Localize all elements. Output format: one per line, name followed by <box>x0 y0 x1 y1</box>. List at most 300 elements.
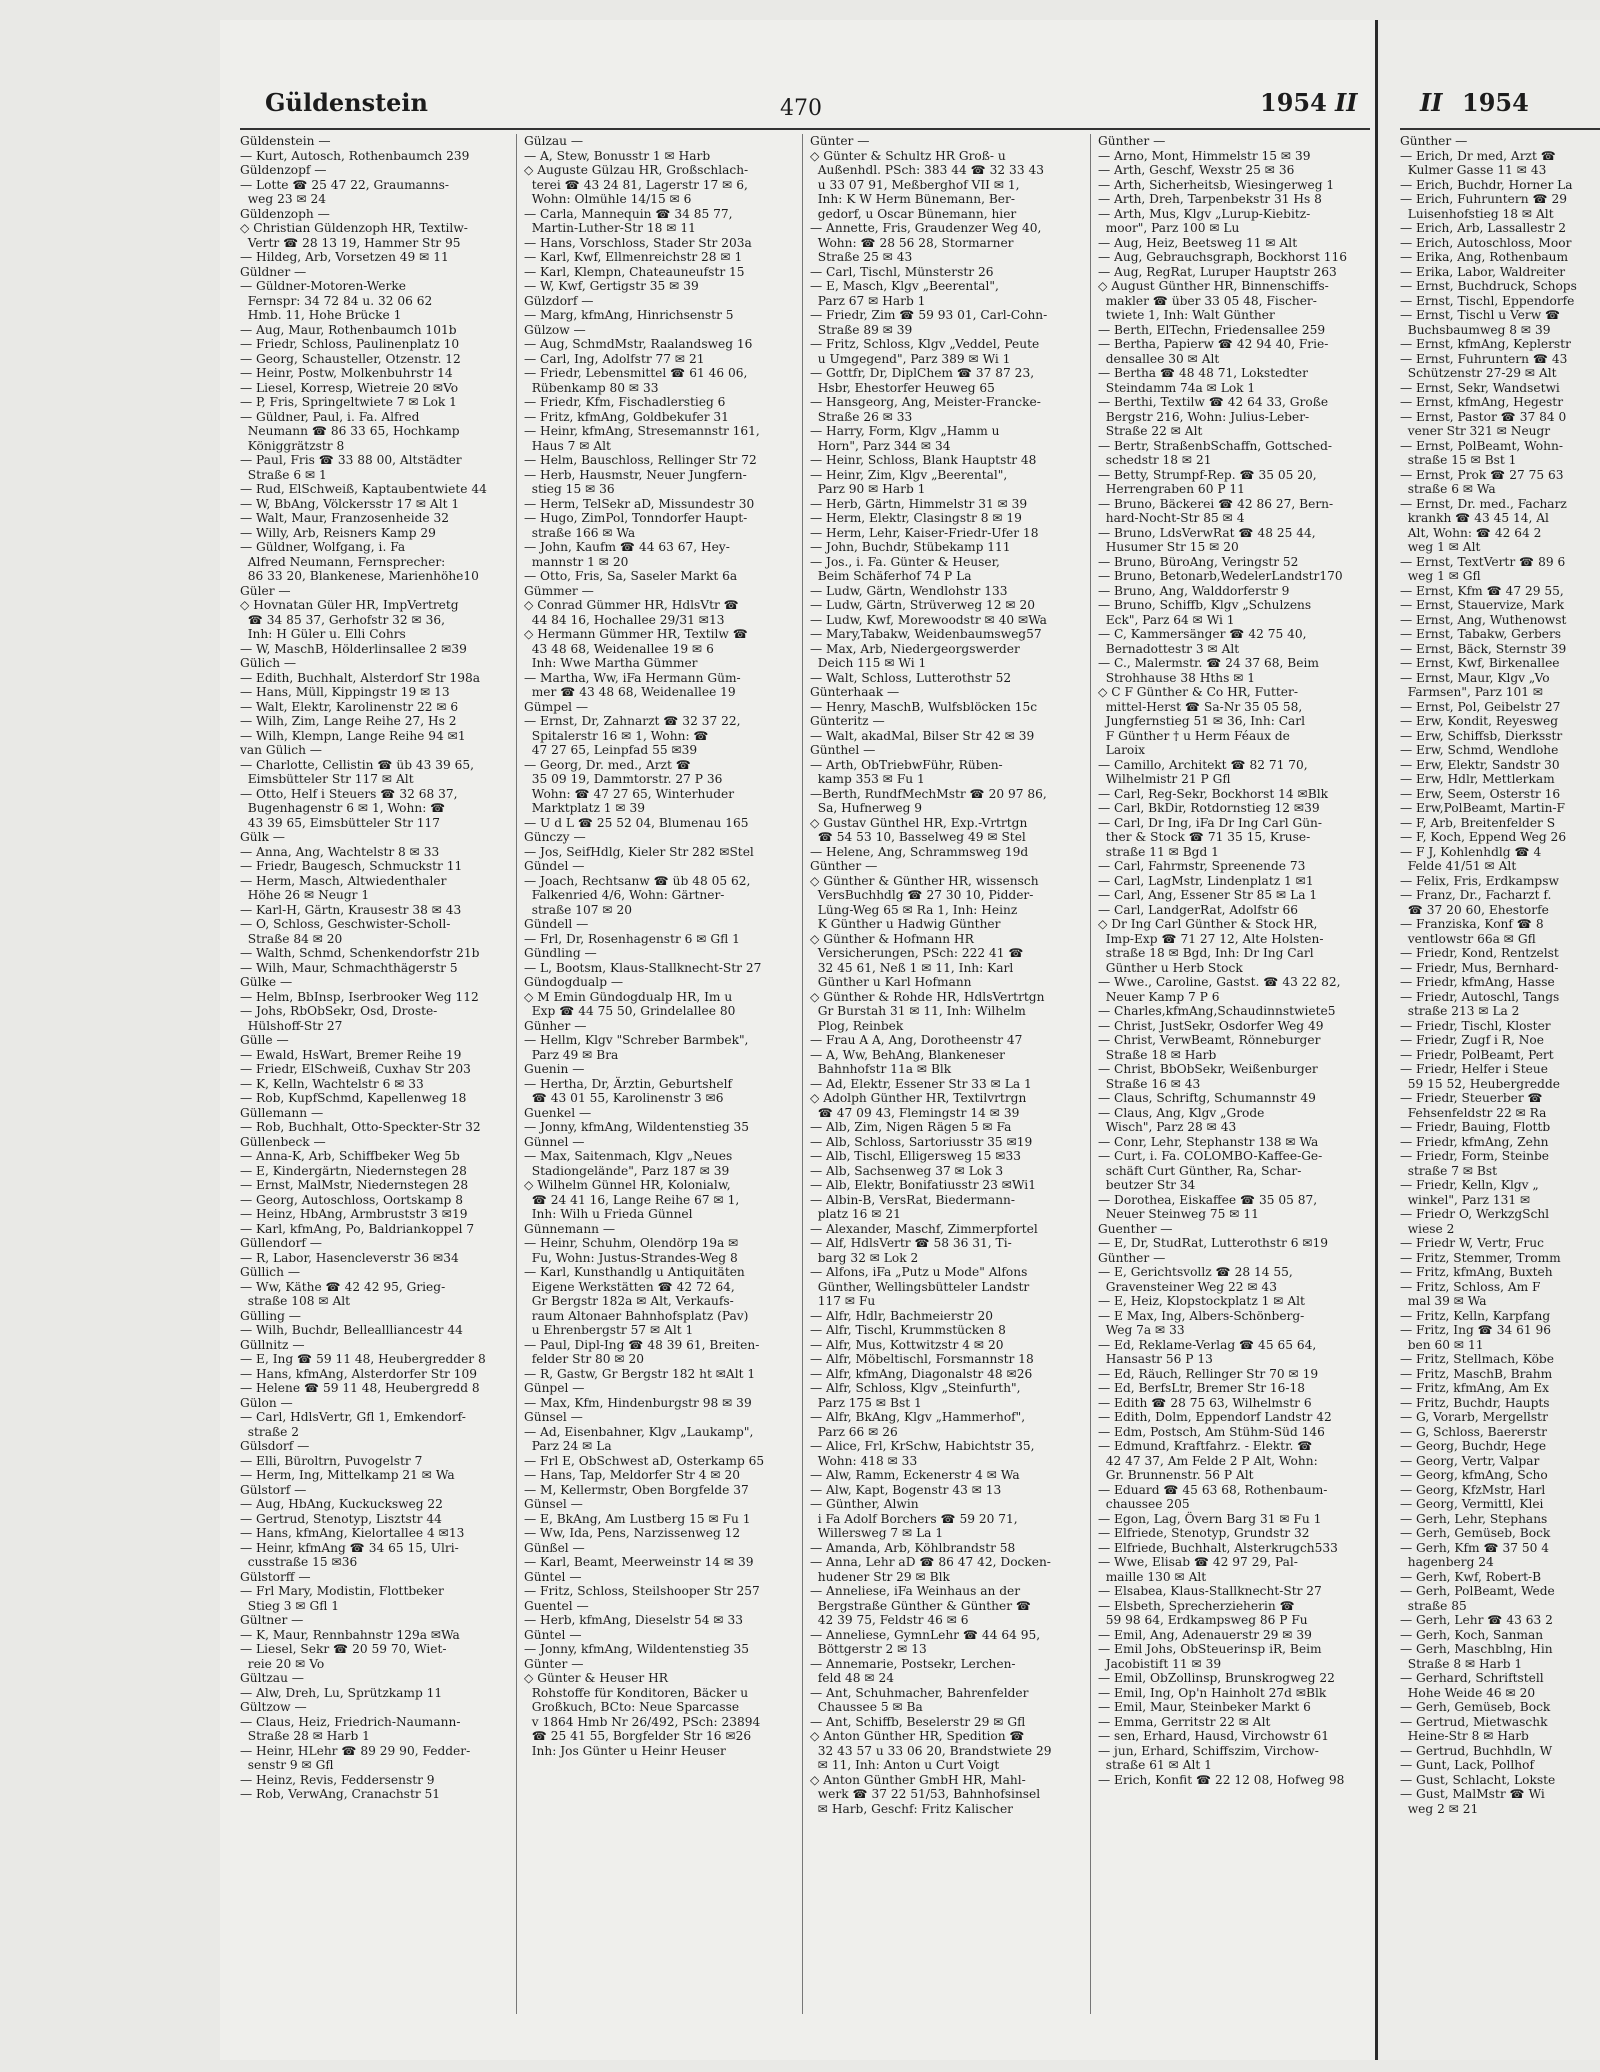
directory-entry-line: Wohn: ☎ 28 56 28, Stormarner <box>810 235 1014 250</box>
directory-entry-line: — Friedr, Autoschl, Tangs <box>1400 989 1560 1004</box>
directory-entry-line: — Ernst, Sekr, Wandsetwi <box>1400 380 1560 395</box>
directory-entry-line: — Annette, Fris, Graudenzer Weg 40, <box>810 221 1042 235</box>
directory-entry-line: Gülstorf — <box>240 1482 307 1497</box>
directory-entry-line: — Ernst, Dr. med., Facharz <box>1400 496 1567 511</box>
directory-entry-line: — Bruno, Schiffb, Klgv „Schulzens <box>1098 598 1312 612</box>
directory-entry-line: ◇ Anton Günther HR, Spedition ☎ <box>810 1729 1025 1743</box>
directory-entry-line: mittel-Herst ☎ Sa-Nr 35 05 58, <box>1098 699 1303 714</box>
directory-entry-line: ☎ 24 41 16, Lange Reihe 67 ✉ 1, <box>524 1192 740 1207</box>
directory-entry-line: Heine-Str 8 ✉ Harb <box>1400 1729 1529 1743</box>
directory-entry-line: — Emil, ObZollinsp, Brunskrogweg 22 <box>1098 1671 1335 1685</box>
directory-entry-line: — Walt, Schloss, Lutterothstr 52 <box>810 670 1012 685</box>
directory-entry-line: — Ww, Ida, Pens, Narzissenweg 12 <box>524 1526 741 1540</box>
directory-entry-line: — Ludw, Gärtn, Wendlohstr 133 <box>810 583 1008 598</box>
directory-entry-line: — C., Malermstr. ☎ 24 37 68, Beim <box>1098 656 1319 670</box>
column-divider <box>1090 134 1091 2014</box>
directory-entry-line: — Heinz, Revis, Feddersenstr 9 <box>240 1772 435 1787</box>
directory-entry-line: 44 84 16, Hochallee 29/31 ✉13 <box>524 612 725 627</box>
directory-entry-line: Fu, Wohn: Justus-Strandes-Weg 8 <box>524 1250 738 1265</box>
directory-entry-line: Exp ☎ 44 75 50, Grindelallee 80 <box>524 1004 736 1018</box>
directory-entry-line: weg 1 ✉ Alt <box>1400 540 1481 554</box>
directory-entry-line: — Wilh, Klempn, Lange Reihe 94 ✉1 <box>240 728 466 743</box>
directory-entry-line: Güllemann — <box>240 1105 324 1120</box>
directory-entry-line: — Heinr, Schuhm, Olendörp 19a ✉ <box>524 1236 739 1250</box>
header-rule <box>240 128 1370 130</box>
directory-entry-line: — Georg, Vermittl, Klei <box>1400 1497 1544 1511</box>
directory-entry-line: straße 11 ✉ Bgd 1 <box>1098 844 1219 859</box>
volume-right: II <box>1420 88 1443 117</box>
directory-entry-line: ◇ Adolph Günther HR, Textilvrtrgn <box>810 1091 1027 1105</box>
directory-entry-line: Hansastr 56 P 13 <box>1098 1352 1213 1366</box>
directory-entry-line: — Willy, Arb, Reisners Kamp 29 <box>240 525 436 540</box>
directory-entry-line: — Otto, Helf i Steuers ☎ 32 68 37, <box>240 786 458 801</box>
directory-entry-line: straße 15 ✉ Bst 1 <box>1400 453 1517 467</box>
directory-entry-line: Straße 16 ✉ 43 <box>1098 1076 1201 1091</box>
directory-entry-line: — Heinr, Postw, Molkenbuhrstr 14 <box>240 366 453 380</box>
directory-entry-line: Gülke — <box>240 975 293 989</box>
directory-entry-line: — Marg, kfmAng, Hinrichsenstr 5 <box>524 308 734 322</box>
directory-entry-line: — Helene ☎ 59 11 48, Heubergredd 8 <box>240 1381 480 1395</box>
directory-entry-line: Gülzdorf — <box>524 293 594 308</box>
directory-entry-line: — Hansgeorg, Ang, Meister-Francke- <box>810 395 1041 409</box>
directory-entry-line: Fehsenfeldstr 22 ✉ Ra <box>1400 1105 1547 1120</box>
directory-entry-line: — Hellm, Klgv "Schreber Barmbek", <box>524 1033 749 1047</box>
directory-entry-line: — O, Schloss, Geschwister-Scholl- <box>240 917 451 931</box>
directory-entry-line: — Ernst, PolBeamt, Wohn- <box>1400 438 1563 453</box>
directory-entry-line: straße 108 ✉ Alt <box>240 1294 351 1308</box>
directory-entry-line: Gülzau — <box>524 134 584 148</box>
directory-entry-line: Straße 6 ✉ 1 <box>240 467 327 482</box>
directory-entry-line: twiete 1, Inh: Walt Günther <box>1098 308 1275 322</box>
directory-entry-line: — Ernst, kfmAng, Hegestr <box>1400 395 1564 409</box>
directory-entry-line: — Arth, Sicherheitsb, Wiesingerweg 1 <box>1098 177 1335 192</box>
directory-column-5 <box>1400 134 1600 1816</box>
directory-entry-line: — Herb, Hausmstr, Neuer Jungfern- <box>524 467 747 482</box>
directory-entry-line: — Aug, Gebrauchsgraph, Bockhorst 116 <box>1098 250 1347 264</box>
directory-column-1 <box>240 134 508 1802</box>
directory-entry-line: — Emil, Ang, Adenauerstr 29 ✉ 39 <box>1098 1627 1312 1642</box>
directory-entry-line: — Carl, Fahrmstr, Spreenende 73 <box>1098 859 1306 873</box>
directory-entry-line: ◇ M Emin Gündogdualp HR, Im u <box>524 989 733 1004</box>
directory-entry-line: — Wwe, Elisab ☎ 42 97 29, Pal- <box>1098 1555 1298 1569</box>
directory-entry-line: — Fritz, kfmAng, Am Ex <box>1400 1381 1549 1395</box>
directory-entry-line: — Ant, Schiffb, Beselerstr 29 ✉ Gfl <box>810 1714 1026 1729</box>
directory-entry-line: — Fritz, kfmAng, Goldbekufer 31 <box>524 409 729 424</box>
directory-entry-line: — Alw, Kapt, Bogenstr 43 ✉ 13 <box>810 1482 1002 1497</box>
directory-column-2 <box>524 134 794 1758</box>
directory-entry-line: — Gust, MalMstr ☎ Wi <box>1400 1787 1545 1801</box>
directory-entry-line: — Elsbeth, Sprecherzieherin ☎ <box>1098 1598 1295 1613</box>
directory-entry-line: Herrengraben 60 P 11 <box>1098 482 1245 496</box>
directory-entry-line: — Fritz, kfmAng, Buxteh <box>1400 1265 1553 1279</box>
directory-entry-line: Stadiongelände", Parz 187 ✉ 39 <box>524 1163 730 1178</box>
directory-entry-line: straße 213 ✉ La 2 <box>1400 1004 1520 1018</box>
directory-entry-line: raum Altonaer Bahnhofsplatz (Pav) <box>524 1308 749 1323</box>
directory-entry-line: 32 45 61, Neß 1 ✉ 11, Inh: Karl <box>810 960 1014 975</box>
directory-entry-line: — Friedr, Kelln, Klgv „ <box>1400 1178 1539 1192</box>
directory-entry-line: — Hans, kfmAng, Kielortallee 4 ✉13 <box>240 1526 465 1540</box>
directory-entry-line: — W, BbAng, Völckersstr 17 ✉ Alt 1 <box>240 496 460 511</box>
directory-entry-line: — Fritz, Schloss, Steilshooper Str 257 <box>524 1584 760 1598</box>
directory-entry-line: — jun, Erhard, Schiffszim, Virchow- <box>1098 1743 1319 1758</box>
directory-entry-line: — E, Masch, Klgv „Beerental", <box>810 279 999 293</box>
directory-entry-line: — G, Vorarb, Mergellstr <box>1400 1410 1548 1424</box>
volume-left: II <box>1335 88 1358 117</box>
directory-entry-line: — A, Ww, BehAng, Blankeneser <box>810 1047 1006 1062</box>
directory-entry-line: Gr Bergstr 182a ✉ Alt, Verkaufs- <box>524 1294 734 1308</box>
directory-entry-line: — Gerh, Kwf, Robert-B <box>1400 1569 1542 1584</box>
directory-entry-line: — Gerh, Gemüseb, Bock <box>1400 1700 1551 1714</box>
directory-entry-line: — Berth, ElTechn, Friedensallee 259 <box>1098 322 1326 337</box>
directory-entry-line: ☎ 47 09 43, Flemingstr 14 ✉ 39 <box>810 1105 1020 1120</box>
directory-entry-line: Alfred Neumann, Fernsprecher: <box>240 554 446 569</box>
directory-entry-line: ventlowstr 66a ✉ Gfl <box>1400 931 1536 946</box>
directory-entry-line: — Carl, BkDir, Rotdornstieg 12 ✉39 <box>1098 801 1320 815</box>
directory-entry-line: — Max, Kfm, Hindenburgstr 98 ✉ 39 <box>524 1395 752 1410</box>
directory-entry-line: — Berthi, Textilw ☎ 42 64 33, Große <box>1098 395 1329 409</box>
directory-column-4 <box>1098 134 1368 1787</box>
directory-entry-line: — W, Kwf, Gertigstr 35 ✉ 39 <box>524 279 699 293</box>
directory-entry-line: schäft Curt Günther, Ra, Schar- <box>1098 1163 1302 1178</box>
directory-entry-line: — Ernst, Buchdruck, Schops <box>1400 279 1577 293</box>
directory-entry-line: Martin-Luther-Str 18 ✉ 11 <box>524 221 696 235</box>
directory-entry-line: — Hildeg, Arb, Vorsetzen 49 ✉ 11 <box>240 250 449 264</box>
directory-entry-line: — Rob, VerwAng, Cranachstr 51 <box>240 1787 441 1801</box>
directory-entry-line: — Anneliese, iFa Weinhaus an der <box>810 1584 1021 1598</box>
directory-entry-line: — Friedr, Zugf i R, Noe <box>1400 1033 1544 1047</box>
directory-entry-line: — F J, Kohlenhdlg ☎ 4 <box>1400 844 1542 859</box>
directory-entry-line: —Berth, RundfMechMstr ☎ 20 97 86, <box>810 786 1047 801</box>
directory-entry-line: Straße 28 ✉ Harb 1 <box>240 1729 370 1743</box>
directory-entry-line: Horn", Parz 344 ✉ 34 <box>810 438 951 453</box>
directory-entry-line: — Wwe., Caroline, Gastst. ☎ 43 22 82, <box>1098 975 1341 989</box>
directory-entry-line: — Carl, LandgerRat, Adolfstr 66 <box>1098 902 1299 917</box>
directory-entry-line: — Carl, LagMstr, Lindenplatz 1 ✉1 <box>1098 873 1314 888</box>
directory-entry-line: terei ☎ 43 24 81, Lagerstr 17 ✉ 6, <box>524 177 748 192</box>
directory-entry-line: Günterhaak — <box>810 685 900 699</box>
directory-entry-line: — Friedr, Lebensmittel ☎ 61 46 06, <box>524 366 748 380</box>
directory-entry-line: Gülich — <box>240 656 297 670</box>
directory-entry-line: — Felix, Fris, Erdkampsw <box>1400 873 1559 888</box>
directory-entry-line: — Ernst, Tabakw, Gerbers <box>1400 627 1562 641</box>
directory-entry-line: Beim Schäferhof 74 P La <box>810 569 972 583</box>
directory-entry-line: ◇ Hermann Gümmer HR, Textilw ☎ <box>524 627 748 641</box>
directory-entry-line: — Edith, Dolm, Eppendorf Landstr 42 <box>1098 1410 1332 1424</box>
directory-entry-line: — Otto, Fris, Sa, Saseler Markt 6a <box>524 569 738 583</box>
directory-entry-line: vener Str 321 ✉ Neugr <box>1400 424 1551 438</box>
directory-entry-line: — E, Dr, StudRat, Lutterothstr 6 ✉19 <box>1098 1236 1329 1250</box>
directory-entry-line: — Heinr, kfmAng, Stresemannstr 161, <box>524 424 760 438</box>
directory-entry-line: Straße 18 ✉ Harb <box>1098 1047 1217 1062</box>
directory-entry-line: — Hans, Müll, Kippingstr 19 ✉ 13 <box>240 685 450 699</box>
directory-entry-line: straße 107 ✉ 20 <box>524 902 632 917</box>
directory-entry-line: — Güldner-Motoren-Werke <box>240 279 406 293</box>
directory-entry-line: Inh: K W Herm Bünemann, Ber- <box>810 192 1015 206</box>
directory-entry-line: Strohhause 38 Hths ✉ 1 <box>1098 670 1256 685</box>
directory-entry-line: — Franz, Dr., Facharzt f. <box>1400 888 1552 902</box>
directory-entry-line: Inh: H Güler u. Elli Cohrs <box>240 627 406 641</box>
directory-entry-line: 43 48 68, Weidenallee 19 ✉ 6 <box>524 641 714 656</box>
directory-entry-line: Günher — <box>524 1018 587 1033</box>
directory-entry-line: — Heinr, Schloss, Blank Hauptstr 48 <box>810 453 1037 467</box>
directory-entry-line: — U d L ☎ 25 52 04, Blumenau 165 <box>524 815 749 830</box>
running-head: Güldenstein <box>265 88 428 117</box>
directory-entry-line: — Emil, Maur, Steinbeker Markt 6 <box>1098 1700 1311 1714</box>
directory-entry-line: — K, Maur, Rennbahnstr 129a ✉Wa <box>240 1627 460 1642</box>
directory-entry-line: Gülon — <box>240 1395 293 1410</box>
directory-entry-line: Parz 90 ✉ Harb 1 <box>810 482 926 496</box>
directory-entry-line: hard-Nocht-Str 85 ✉ 4 <box>1098 511 1245 525</box>
directory-entry-line: — Annemarie, Postsekr, Lerchen- <box>810 1656 1016 1671</box>
directory-entry-line: — Edith ☎ 28 75 63, Wilhelmstr 6 <box>1098 1395 1312 1410</box>
directory-entry-line: 117 ✉ Fu <box>810 1294 876 1308</box>
directory-entry-line: — K, Kelln, Wachtelstr 6 ✉ 33 <box>240 1076 424 1091</box>
directory-entry-line: — Güldner, Wolfgang, i. Fa <box>240 540 406 554</box>
directory-entry-line: Güler — <box>240 583 291 598</box>
directory-entry-line: 43 39 65, Eimsbütteler Str 117 <box>240 815 441 830</box>
directory-entry-line: — Heinr, kfmAng ☎ 34 65 15, Ulri- <box>240 1540 459 1555</box>
directory-entry-line: — Erw, Schiffsb, Dierksstr <box>1400 728 1563 743</box>
directory-entry-line: — Friedr, ElSchweiß, Cuxhav Str 203 <box>240 1062 471 1076</box>
directory-entry-line: — Bertr, StraßenbSchaffn, Gottsched- <box>1098 438 1333 453</box>
directory-entry-line: reie 20 ✉ Vo <box>240 1656 325 1671</box>
directory-entry-line: — Helm, Bauschloss, Rellinger Str 72 <box>524 453 757 467</box>
directory-entry-line: senstr 9 ✉ Gfl <box>240 1758 334 1772</box>
directory-entry-line: Güllnitz — <box>240 1337 305 1352</box>
directory-entry-line: — Erw,PolBeamt, Martin-F <box>1400 801 1566 815</box>
directory-entry-line: — Johs, RbObSekr, Osd, Droste- <box>240 1004 438 1018</box>
directory-entry-line: — Friedr, Schloss, Paulinenplatz 10 <box>240 337 460 351</box>
directory-entry-line: Bugenhagenstr 6 ✉ 1, Wohn: ☎ <box>240 801 446 815</box>
directory-entry-line: — Alexander, Maschf, Zimmerpfortel <box>810 1221 1038 1236</box>
directory-entry-line: — Günther, Alwin <box>810 1497 919 1511</box>
directory-entry-line: Böttgerstr 2 ✉ 13 <box>810 1642 927 1656</box>
directory-entry-line: — Jonny, kfmAng, Wildentenstieg 35 <box>524 1120 750 1134</box>
directory-entry-line: — Elfriede, Stenotyp, Grundstr 32 <box>1098 1526 1310 1540</box>
directory-entry-line: — Erich, Buchdr, Horner La <box>1400 177 1573 192</box>
directory-entry-line: — Ernst, Maur, Klgv „Vo <box>1400 670 1550 685</box>
directory-entry-line: Eck", Parz 64 ✉ Wi 1 <box>1098 612 1235 627</box>
directory-entry-line: — Herm, Lehr, Kaiser-Friedr-Ufer 18 <box>810 525 1039 540</box>
directory-entry-line: Günter — <box>810 134 870 148</box>
directory-entry-line: straße 61 ✉ Alt 1 <box>1098 1758 1212 1772</box>
directory-entry-line: Günßel — <box>524 1540 585 1555</box>
directory-entry-line: Farmsen", Parz 101 ✉ <box>1400 685 1544 699</box>
directory-entry-line: — Alice, Frl, KrSchw, Habichtstr 35, <box>810 1439 1035 1453</box>
directory-entry-line: Günsel — <box>524 1497 583 1511</box>
directory-entry-line: weg 2 ✉ 21 <box>1400 1801 1479 1816</box>
directory-entry-line: moor", Parz 100 ✉ Lu <box>1098 221 1240 235</box>
directory-entry-line: — Friedr, Tischl, Kloster <box>1400 1018 1551 1033</box>
directory-entry-line: — Ernst, Kwf, Birkenallee <box>1400 656 1560 670</box>
directory-entry-line: — Alb, Sachsenweg 37 ✉ Lok 3 <box>810 1163 1004 1178</box>
directory-entry-line: — Max, Arb, Niedergeorgswerder <box>810 641 1020 656</box>
directory-entry-line: — E Max, Ing, Albers-Schönberg- <box>1098 1308 1305 1323</box>
directory-entry-line: — Charlotte, Cellistin ☎ üb 43 39 65, <box>240 757 475 772</box>
directory-entry-line: — Erw, Schmd, Wendlohe <box>1400 743 1559 757</box>
directory-entry-line: — Rob, KupfSchmd, Kapellenweg 18 <box>240 1091 467 1105</box>
directory-entry-line: schedstr 18 ✉ 21 <box>1098 453 1212 467</box>
directory-entry-line: Günteritz — <box>810 714 885 728</box>
directory-entry-line: Gülk — <box>240 830 285 844</box>
directory-entry-line: — Elsabea, Klaus-Stallknecht-Str 27 <box>1098 1584 1322 1598</box>
directory-entry-line: — Charles,kfmAng,Schaudinnstwiete5 <box>1098 1004 1336 1018</box>
directory-entry-line: Kulmer Gasse 11 ✉ 43 <box>1400 163 1547 177</box>
directory-entry-line: ben 60 ✉ 11 <box>1400 1337 1484 1352</box>
directory-entry-line: Bernadottestr 3 ✉ Alt <box>1098 641 1240 656</box>
column-divider <box>516 134 517 2014</box>
directory-entry-line: Bergstraße Günther & Günther ☎ <box>810 1598 1032 1613</box>
directory-entry-line: — Gerh, Lehr, Stephans <box>1400 1511 1548 1526</box>
directory-entry-line: ◇ Auguste Gülzau HR, Großschlach- <box>524 163 749 177</box>
directory-entry-line: — Erich, Konfit ☎ 22 12 08, Hofweg 98 <box>1098 1772 1345 1787</box>
directory-entry-line: Guenkel — <box>524 1105 592 1120</box>
directory-entry-line: — Paul, Dipl-Ing ☎ 48 39 61, Breiten- <box>524 1337 760 1352</box>
directory-entry-line: ◇ Günter & Heuser HR <box>524 1671 668 1685</box>
directory-entry-line: — Alb, Schloss, Sartoriusstr 35 ✉19 <box>810 1134 1033 1149</box>
directory-entry-line: — Karl, kfmAng, Po, Baldriankoppel 7 <box>240 1221 475 1236</box>
directory-entry-line: — Egon, Lag, Övern Barg 31 ✉ Fu 1 <box>1098 1511 1322 1526</box>
directory-entry-line: — Ludw, Gärtn, Strüverweg 12 ✉ 20 <box>810 598 1036 612</box>
directory-entry-line: — Amanda, Arb, Köhlbrandstr 58 <box>810 1540 1016 1555</box>
directory-entry-line: — Karl-H, Gärtn, Krausestr 38 ✉ 43 <box>240 902 462 917</box>
directory-entry-line: — Edith, Buchhalt, Alsterdorf Str 198a <box>240 670 481 685</box>
directory-entry-line: — Frl Mary, Modistin, Flottbeker <box>240 1584 444 1598</box>
directory-entry-line: — Carl, Ing, Adolfstr 77 ✉ 21 <box>524 351 705 366</box>
directory-entry-line: VersBuchhdlg ☎ 27 30 10, Pidder- <box>810 888 1034 902</box>
directory-entry-line: van Gülich — <box>240 743 322 757</box>
directory-entry-line: — Ernst, Prok ☎ 27 75 63 <box>1400 467 1564 482</box>
directory-entry-line: — Jos, SeifHdlg, Kieler Str 282 ✉Stel <box>524 844 754 859</box>
directory-entry-line: — Friedr, Baugesch, Schmuckstr 11 <box>240 859 463 873</box>
directory-entry-line: — John, Buchdr, Stübekamp 111 <box>810 540 1011 554</box>
directory-entry-line: hudener Str 29 ✉ Blk <box>810 1569 950 1584</box>
directory-entry-line: — Conr, Lehr, Stephanstr 138 ✉ Wa <box>1098 1134 1319 1149</box>
directory-entry-line: — Alfr, Mus, Kottwitzstr 4 ✉ 20 <box>810 1337 1004 1352</box>
directory-entry-line: stieg 15 ✉ 36 <box>524 482 615 496</box>
directory-entry-line: — Ernst, Tischl u Verw ☎ <box>1400 308 1561 322</box>
directory-entry-line: — Georg, KfzMstr, Harl <box>1400 1482 1546 1497</box>
directory-entry-line: ◇ C F Günther & Co HR, Futter- <box>1098 685 1298 699</box>
directory-entry-line: ✉ Harb, Geschf: Fritz Kalischer <box>810 1801 1013 1816</box>
directory-entry-line: — Anna-K, Arb, Schiffbeker Weg 5b <box>240 1149 460 1163</box>
directory-entry-line: Spitalerstr 16 ✉ 1, Wohn: ☎ <box>524 728 709 743</box>
directory-entry-line: straße 2 <box>240 1424 299 1439</box>
directory-entry-line: — Friedr, Mus, Bernhard- <box>1400 960 1559 975</box>
directory-entry-line: mal 39 ✉ Wa <box>1400 1294 1487 1308</box>
directory-entry-line: — Friedr, PolBeamt, Pert <box>1400 1047 1554 1062</box>
directory-entry-line: — Wilh, Maur, Schmachthägerstr 5 <box>240 960 458 975</box>
directory-entry-line: — Erw, Hdlr, Mettlerkam <box>1400 772 1555 786</box>
directory-entry-line: — Mary,Tabakw, Weidenbaumsweg57 <box>810 627 1042 641</box>
directory-entry-line: — Gerhard, Schriftstell <box>1400 1671 1544 1685</box>
directory-entry-line: — Claus, Schriftg, Schumannstr 49 <box>1098 1091 1316 1105</box>
directory-entry-line: ◇ Dr Ing Carl Günther & Stock HR, <box>1098 917 1318 931</box>
directory-entry-line: Günthel — <box>810 743 876 757</box>
directory-entry-line: straße 85 <box>1400 1598 1467 1613</box>
directory-entry-line: — Rob, Buchhalt, Otto-Speckter-Str 32 <box>240 1120 481 1134</box>
directory-entry-line: — Curt, i. Fa. COLOMBO-Kaffee-Ge- <box>1098 1149 1323 1163</box>
directory-entry-line: Güldenstein — <box>240 134 331 148</box>
directory-entry-line: Gr. Brunnenstr. 56 P Alt <box>1098 1468 1254 1482</box>
directory-entry-line: — Friedr, Kond, Rentzelst <box>1400 946 1559 960</box>
directory-entry-line: Imp-Exp ☎ 71 27 12, Alte Holsten- <box>1098 931 1324 946</box>
directory-entry-line: Güldenzoph — <box>240 206 330 221</box>
directory-entry-line: — R, Gastw, Gr Bergstr 182 ht ✉Alt 1 <box>524 1366 756 1381</box>
directory-entry-line: — Fritz, Kelln, Karpfang <box>1400 1308 1551 1323</box>
directory-entry-line: — Christ, JustSekr, Osdorfer Weg 49 <box>1098 1018 1324 1033</box>
column-divider <box>802 134 803 2014</box>
directory-entry-line: Günther — <box>810 859 878 873</box>
directory-entry-line: — Gunt, Lack, Pollhof <box>1400 1758 1534 1772</box>
directory-entry-line: ✉ 11, Inh: Anton u Curt Voigt <box>810 1758 1000 1772</box>
directory-entry-line: Gülle — <box>240 1033 289 1047</box>
directory-entry-line: — Kurt, Autosch, Rothenbaumch 239 <box>240 148 470 163</box>
directory-entry-line: — Jos., i. Fa. Günter & Heuser, <box>810 554 1000 569</box>
year-left: 1954 <box>1260 88 1327 117</box>
directory-entry-line: ☎ 37 20 60, Ehestorfe <box>1400 902 1549 917</box>
directory-entry-line: — Gerh, Koch, Sanman <box>1400 1627 1544 1642</box>
directory-entry-line: Straße 84 ✉ 20 <box>240 931 343 946</box>
directory-entry-line: F Günther † u Herm Féaux de <box>1098 728 1290 743</box>
directory-entry-line: — Heinz, HbAng, Armbruststr 3 ✉19 <box>240 1207 468 1221</box>
directory-entry-line: mannstr 1 ✉ 20 <box>524 554 629 569</box>
directory-column-3 <box>810 134 1085 1816</box>
directory-entry-line: — C, Kammersänger ☎ 42 75 40, <box>1098 627 1307 641</box>
directory-entry-line: hagenberg 24 <box>1400 1555 1494 1569</box>
directory-entry-line: u Ehrenbergstr 57 ✉ Alt 1 <box>524 1323 694 1337</box>
directory-entry-line: — Edmund, Kraftfahrz. - Elektr. ☎ <box>1098 1439 1313 1453</box>
directory-entry-line: ☎ 25 41 55, Borgfelder Str 16 ✉26 <box>524 1729 752 1743</box>
directory-entry-line: — Ewald, HsWart, Bremer Reihe 19 <box>240 1047 462 1062</box>
directory-entry-line: — Christ, BbObSekr, Weißenburger <box>1098 1062 1318 1076</box>
directory-entry-line: — Gertrud, Stenotyp, Lisztstr 44 <box>240 1511 442 1526</box>
directory-entry-line: Laroix <box>1098 743 1146 757</box>
directory-entry-line: Wohn: Olmühle 14/15 ✉ 6 <box>524 192 692 206</box>
directory-entry-line: platz 16 ✉ 21 <box>810 1207 901 1221</box>
directory-entry-line: — Hans, Vorschloss, Stader Str 203a <box>524 235 752 250</box>
directory-entry-line: weg 1 ✉ Gfl <box>1400 569 1481 583</box>
directory-entry-line: — Herm, TelSekr aD, Missundestr 30 <box>524 496 755 511</box>
directory-entry-line: — P, Fris, Springeltwiete 7 ✉ Lok 1 <box>240 395 457 409</box>
directory-entry-line: Königgrätzstr 8 <box>240 438 345 453</box>
directory-entry-line: feld 48 ✉ 24 <box>810 1671 895 1685</box>
directory-entry-line: Güntel — <box>524 1627 582 1642</box>
directory-entry-line: v 1864 Hmb Nr 26/492, PSch: 23894 <box>524 1714 761 1729</box>
directory-entry-line: — Friedr, Form, Steinbe <box>1400 1149 1549 1163</box>
directory-entry-line: — A, Stew, Bonusstr 1 ✉ Harb <box>524 148 711 163</box>
directory-entry-line: Luisenhofstieg 18 ✉ Alt <box>1400 206 1554 221</box>
directory-entry-line: Güllenbeck — <box>240 1134 326 1149</box>
directory-entry-line: — Hans, kfmAng, Alsterdorfer Str 109 <box>240 1366 477 1381</box>
directory-entry-line: — Bruno, Betonarb,WedelerLandstr170 <box>1098 569 1343 583</box>
directory-entry-line: Schützenstr 27-29 ✉ Alt <box>1400 366 1557 380</box>
directory-entry-line: Sa, Hufnerweg 9 <box>810 801 923 815</box>
directory-entry-line: — Walth, Schmd, Schenkendorfstr 21b <box>240 946 480 960</box>
directory-entry-line: — Alf, HdlsVertr ☎ 58 36 31, Ti- <box>810 1236 1012 1250</box>
directory-entry-line: 32 43 57 u 33 06 20, Brandstwiete 29 <box>810 1743 1052 1758</box>
directory-entry-line: mer ☎ 43 48 68, Weidenallee 19 <box>524 685 736 699</box>
directory-entry-line: — Aug, Maur, Rothenbaumch 101b <box>240 322 457 337</box>
directory-entry-line: — Alfr, Möbeltischl, Forsmannstr 18 <box>810 1352 1034 1366</box>
directory-entry-line: — Alfr, Tischl, Krummstücken 8 <box>810 1323 1006 1337</box>
directory-entry-line: — Erw, Elektr, Sandstr 30 <box>1400 757 1560 772</box>
directory-entry-line: Inh: Wilh u Frieda Günnel <box>524 1207 693 1221</box>
directory-entry-line: Gültzow — <box>240 1700 307 1714</box>
directory-entry-line: Gündling — <box>524 946 597 960</box>
directory-entry-line: 42 39 75, Feldstr 46 ✉ 6 <box>810 1613 969 1627</box>
directory-entry-line: Günther u Herb Stock <box>1098 960 1243 975</box>
